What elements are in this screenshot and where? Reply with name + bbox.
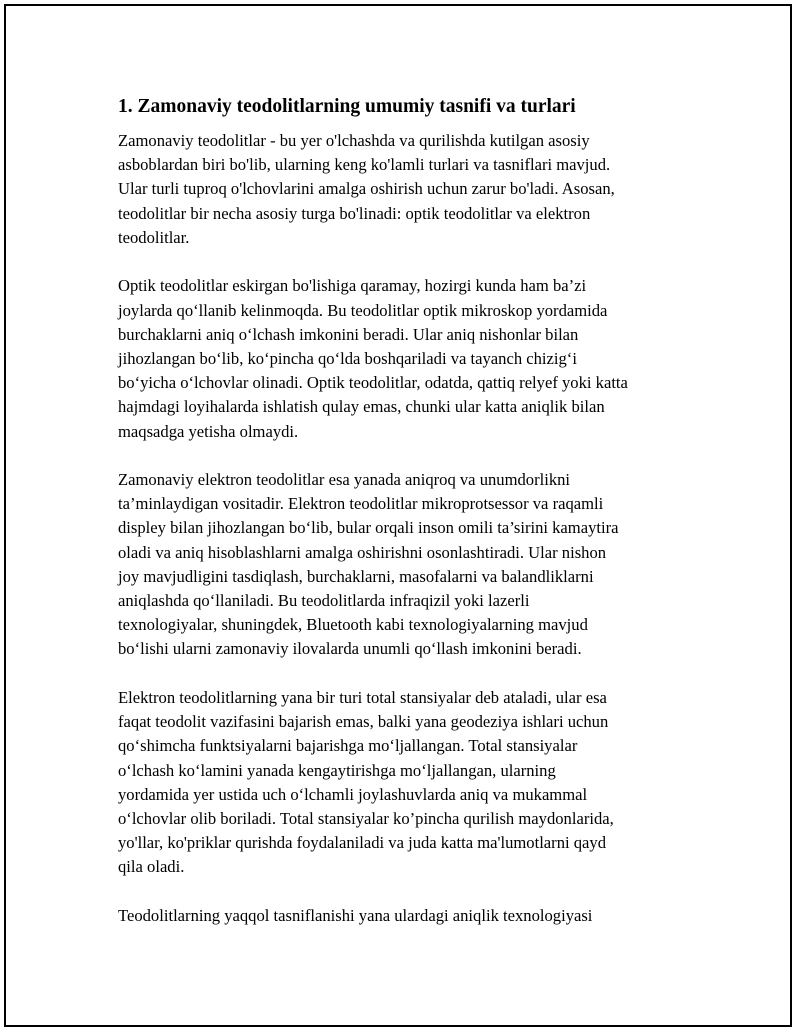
paragraph-total-stations: Elektron teodolitlarning yana bir turi total stansiyalar deb ataladi, ular esa faqat teodolit vazifasini bajarish emas, balki yana geodeziya ishlari uchun qo‘shimcha funktsiyalarni bajarishga mo‘ljallangan. Total stansiyalar o‘lchash ko‘lamini yanada kengaytirishga mo‘ljallangan, ularning yordamida yer ustida uch o‘lchamli joylashuvlarda aniq va mukammal o‘lchovlar olib boriladi. Total stansiyalar ko’pincha qurilish maydonlarida, yo'llar, ko'priklar qurishda foydalaniladi va juda katta ma'lumotlarni qayd qila oladi. <box>118 687 614 877</box>
section-heading: 1. Zamonaviy teodolitlarning umumiy tasnifi va turlari <box>118 96 576 117</box>
paragraph-electronic-theodolites: Zamonaviy elektron teodolitlar esa yanada aniqroq va unumdorlikni ta’minlaydigan vositadir. Elektron teodolitlar mikroprotsessor va raqamli displey bilan jihozlangan bo‘lib, bular orqali inson omili ta’sirini kamaytira oladi va aniq hisoblashlarni amalga oshirishni osonlashtiradi. Ular nishon joy mavjudligini tasdiqlash, burchaklarni, masofalarni va balandliklarni aniqlashda qo‘llaniladi. Bu teodolitlarda infraqizil yoki lazerli texnologiyalar, shuningdek, Bluetooth kabi texnologiyalarning mavjud bo‘lishi ularni zamonaviy ilovalarda unumli qo‘llash imkonini beradi. <box>118 470 619 659</box>
paragraph-intro: Zamonaviy teodolitlar - bu yer o'lchashda va qurilishda kutilgan asosiy asboblardan biri bo'lib, ularning keng ko'lamli turlari va tasniflari mavjud. Ular turli tuproq o'lchovlarini amalga oshirish uchun zarur bo'ladi. Asosan, teodolitlar bir necha asosiy turga bo'linadi: optik teodolitlar va elektron teodolitlar. <box>118 131 615 247</box>
paragraph-optical-theodolites: Optik teodolitlar eskirgan bo'lishiga qaramay, hozirgi kunda ham ba’zi joylarda qo‘llanib kelinmoqda. Bu teodolitlar optik mikroskop yordamida burchaklarni aniq o‘lchash imkonini beradi. Ular aniq nishonlar bilan jihozlangan bo‘lib, ko‘pincha qo‘lda boshqariladi va tayanch chizig‘i bo‘yicha o‘lchovlar olinadi. Optik teodolitlar, odatda, qattiq relyef yoki katta hajmdagi loyihalarda ishlatish qulay emas, chunki ular katta aniqlik bilan maqsadga yetisha olmaydi. <box>118 276 628 441</box>
paragraph-classification: Teodolitlarning yaqqol tasniflanishi yana ulardagi aniqlik texnologiyasi <box>118 905 593 925</box>
document-body <box>118 95 703 952</box>
